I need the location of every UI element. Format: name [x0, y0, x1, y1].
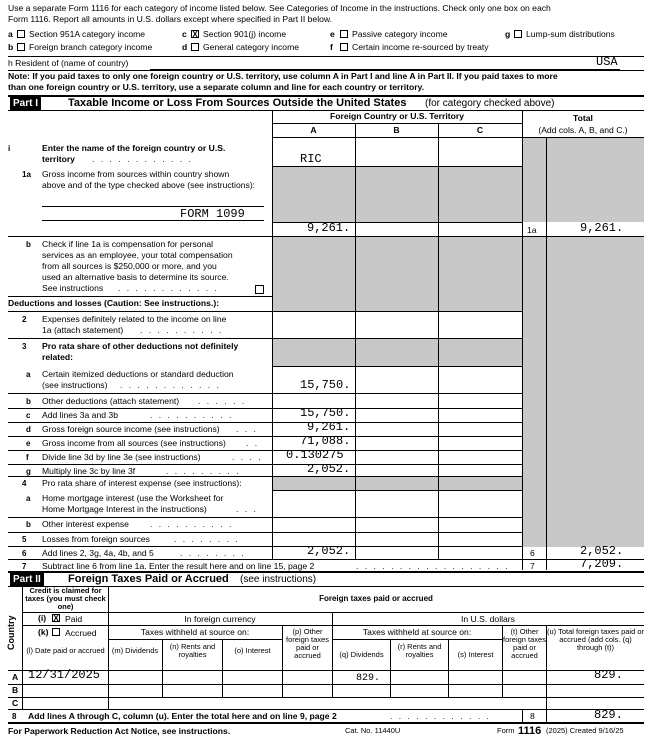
line-5-text: Losses from foreign sources: [42, 534, 150, 544]
foreign-taxes-header: Foreign taxes paid or accrued: [319, 594, 433, 603]
deductions-header: Deductions and losses (Caution: See instructions.):: [8, 298, 220, 308]
cat-number: Cat. No. 11440U: [345, 726, 401, 735]
intro-line-1: Use a separate Form 1116 for each category of income listed below. See Categories of Income in the instructions. Check only one box on each: [8, 3, 551, 13]
line-1b-text-5: See instructions: [42, 283, 104, 293]
shade-total-mid: [522, 237, 546, 547]
col-total-sub: (Add cols. A, B, and C.): [538, 125, 628, 135]
col-s-header: (s) Interest: [457, 650, 494, 659]
withheld-fc-header: Taxes withheld at source on:: [140, 627, 250, 637]
line-4-text: Pro rata share of interest expense (see instructions):: [42, 478, 242, 488]
col-l-header: (l) Date paid or accrued: [26, 646, 105, 655]
row-a-q: 829.: [356, 673, 381, 684]
country-a: RIC: [300, 152, 322, 166]
line-3f-text: Divide line 3d by line 3e (see instructions): [42, 452, 201, 462]
line-1b-text-2: services as an employee, your total compensation: [42, 250, 233, 260]
credit-claimed-label: Credit is claimed for taxes (you must check one): [25, 586, 106, 611]
line-6-total: 2,052.: [580, 544, 624, 558]
line-3e-text: Gross income from all sources (see instructions): [42, 438, 226, 448]
line-3c-text: Add lines 3a and 3b: [42, 410, 118, 420]
paperwork-notice: For Paperwork Reduction Act Notice, see instructions.: [8, 726, 231, 736]
col-u-header: (u) Total foreign taxes paid or accrued (add cols. (q) through (t)): [547, 627, 644, 652]
line-3g-col-a: 2,052.: [307, 462, 351, 476]
line-3a-text-2: (see instructions): [42, 380, 108, 390]
resident-value: USA: [596, 55, 618, 69]
part1-title: Taxable Income or Loss From Sources Outside the United States: [68, 97, 407, 109]
col-group-header: Foreign Country or U.S. Territory: [329, 111, 464, 121]
line-1a-text-2: above and of the type checked above (see instructions):: [42, 180, 256, 190]
part2-tag: Part II: [10, 573, 44, 586]
col-o-header: (o) Interest: [234, 646, 271, 655]
line-7-text: Subtract line 6 from line 1a. Enter the result here and on line 15, page 2: [42, 561, 315, 571]
col-q-header: (q) Dividends: [339, 650, 384, 659]
line-1a-col-a: 9,261.: [307, 221, 351, 235]
line-6-col-a: 2,052.: [307, 544, 351, 558]
col-t-header: (t) Other foreign taxes paid or accrued: [503, 627, 546, 660]
line-6-text: Add lines 2, 3g, 4a, 4b, and 5: [42, 548, 154, 558]
line-4b-text: Other interest expense: [42, 519, 129, 529]
category-f-label: Certain income re-sourced by treaty: [352, 42, 489, 52]
row-a-date: 12/31/2025: [28, 668, 101, 682]
intro-line-2: Form 1116. Report all amounts in U.S. dollars except where specified in Part II below.: [8, 14, 333, 24]
line-1a-total: 9,261.: [580, 221, 624, 235]
line-i-text-2: territory: [42, 154, 75, 164]
footer-form-year: (2025) Created 9/16/25: [546, 726, 624, 735]
paid-label: Paid: [65, 614, 83, 624]
accrued-checkbox[interactable]: [52, 628, 60, 636]
shade-4: [272, 476, 522, 490]
line-4a-text: Home mortgage interest (use the Worksheet for: [42, 493, 224, 503]
checkbox-1b[interactable]: [255, 285, 264, 294]
line-3d-text: Gross foreign source income (see instructions): [42, 424, 220, 434]
shade-total-mid2: [546, 237, 644, 547]
checkbox-b[interactable]: [17, 43, 25, 51]
withheld-usd-header: Taxes withheld at source on:: [362, 627, 472, 637]
category-d-label: General category income: [203, 42, 300, 52]
shade-1b: [272, 237, 522, 312]
shade-total-top: [522, 138, 546, 222]
foreign-currency-header: In foreign currency: [184, 614, 256, 624]
line-3-text: Pro rata share of other deductions not definitely: [42, 341, 239, 351]
line-3b-text: Other deductions (attach statement): [42, 396, 180, 406]
col-p-header: (p) Other foreign taxes paid or accrued: [286, 627, 329, 660]
note-line-1: Note: If you paid taxes to only one foreign country or U.S. territory, use column A in Part I and line A in Part II. If you paid taxes to more: [8, 71, 558, 81]
form-1099-label: FORM 1099: [180, 207, 245, 221]
footer-form-number: 1116: [518, 725, 542, 737]
line-8-text: Add lines A through C, column (u). Enter the total here and on line 9, page 2: [28, 711, 337, 721]
line-3a-col-a: 15,750.: [300, 378, 351, 392]
shade-total-top2: [546, 138, 644, 222]
checkbox-g[interactable]: [514, 30, 522, 38]
shade-3: [272, 339, 522, 366]
part2-subtitle: (see instructions): [240, 574, 317, 585]
col-a-header: A: [310, 125, 317, 135]
line-i-text: Enter the name of the foreign country or U.S.: [42, 143, 226, 153]
part1-tag: Part I: [10, 97, 41, 110]
col-n-header: (n) Rents and royalties: [169, 642, 216, 659]
col-r-header: (r) Rents and royalties: [397, 642, 442, 659]
country-vertical-label: Country: [6, 615, 16, 650]
col-m-header: (m) Dividends: [111, 646, 159, 655]
line-8-total: 829.: [594, 708, 623, 722]
part2-title: Foreign Taxes Paid or Accrued: [68, 573, 229, 585]
line-1b-text-1: Check if line 1a is compensation for personal: [42, 239, 214, 249]
accrued-label: Accrued: [65, 628, 97, 638]
row-a-u: 829.: [594, 668, 623, 682]
line-3f-col-a: 0.130275: [286, 448, 344, 462]
checkbox-c[interactable]: X: [192, 30, 198, 39]
line-3d-col-a: 9,261.: [307, 420, 351, 434]
line-3-text-2: related:: [42, 352, 74, 362]
line-3a-text: Certain itemized deductions or standard deduction: [42, 369, 234, 379]
line-1a-text: Gross income from sources within country shown: [42, 169, 230, 179]
line-4a-text-2: Home Mortgage Interest in the instructions): [42, 504, 207, 514]
line-1b-text-3: from all sources is $250,000 or more, and you: [42, 261, 217, 271]
checkbox-d[interactable]: [191, 43, 199, 51]
line-3c-col-a: 15,750.: [300, 406, 351, 420]
category-e-label: Passive category income: [352, 29, 448, 39]
paid-checkbox[interactable]: X: [53, 614, 59, 623]
col-total-header: Total: [573, 113, 593, 123]
note-line-2: than one foreign country or U.S. territory, use a separate column and line for each country or territory.: [8, 82, 425, 92]
line-2-text-2: 1a (attach statement): [42, 325, 124, 335]
line-7-total: 7,209.: [580, 557, 624, 571]
checkbox-e[interactable]: [340, 30, 348, 38]
shade-1a: [272, 166, 522, 222]
line-3e-col-a: 71,088.: [300, 434, 351, 448]
resident-label: h Resident of (name of country): [8, 58, 129, 68]
footer-form-label: Form: [497, 726, 515, 735]
category-a-label: Section 951A category income: [29, 29, 146, 39]
usd-header: In U.S. dollars: [461, 614, 515, 624]
col-b-header: B: [393, 125, 400, 135]
line-1b-text-4: used an alternative basis to determine its source.: [42, 272, 229, 282]
checkbox-f[interactable]: [340, 43, 348, 51]
category-b-label: Foreign branch category income: [29, 42, 153, 52]
line-2-text: Expenses definitely related to the income on line: [42, 314, 227, 324]
col-c-header: C: [476, 125, 484, 135]
line-3g-text: Multiply line 3c by line 3f: [42, 466, 136, 476]
category-g-label: Lump-sum distributions: [526, 29, 615, 39]
part1-subtitle: (for category checked above): [425, 98, 555, 109]
category-c-label: Section 901(j) income: [203, 29, 287, 39]
checkbox-a[interactable]: [17, 30, 25, 38]
